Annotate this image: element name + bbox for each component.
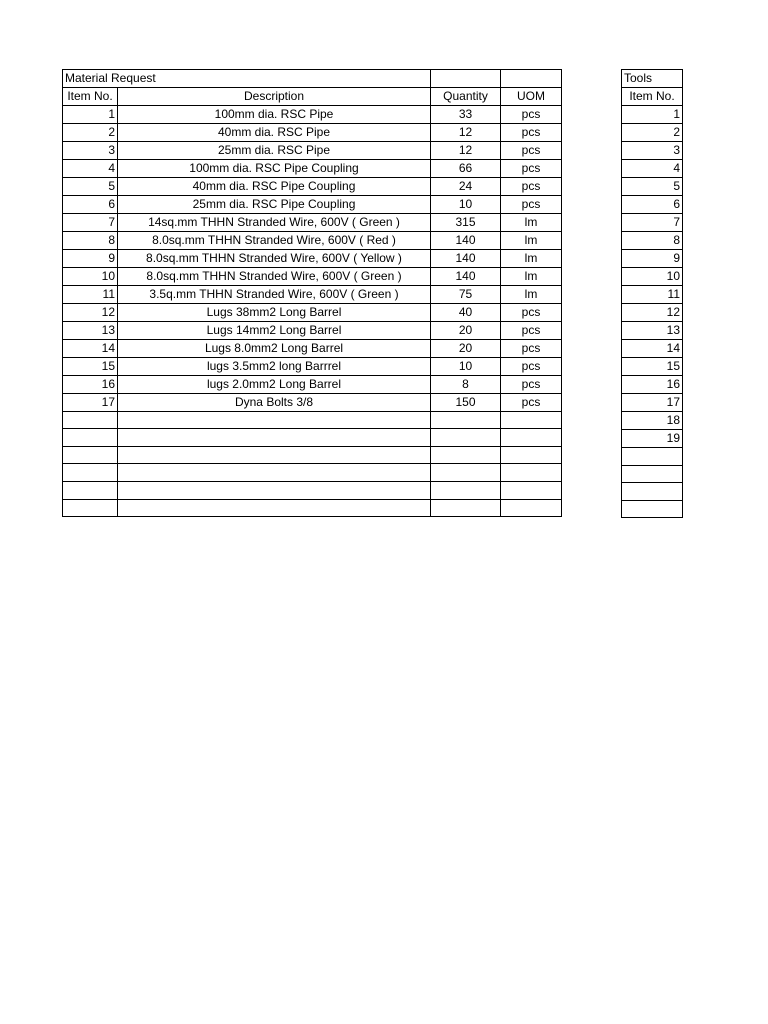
tools-row: [622, 430, 683, 448]
item-no-cell: 4: [63, 159, 118, 177]
description-cell: 8.0sq.mm THHN Stranded Wire, 600V ( Red ): [118, 231, 431, 249]
tools-row: [622, 448, 683, 466]
uom-cell: [501, 411, 562, 429]
quantity-cell: 140: [431, 231, 501, 249]
tools-row: [622, 268, 683, 286]
tools-title: Tools: [622, 70, 683, 88]
description-cell: 100mm dia. RSC Pipe Coupling: [118, 159, 431, 177]
tools-row: [622, 214, 683, 232]
uom-cell: pcs: [501, 303, 562, 321]
tools-row: [622, 232, 683, 250]
tools-row: [622, 376, 683, 394]
uom-cell: [501, 481, 562, 499]
description-cell: [118, 411, 431, 429]
description-cell: [118, 446, 431, 464]
description-cell: 25mm dia. RSC Pipe: [118, 141, 431, 159]
description-cell: lugs 3.5mm2 long Barrrel: [118, 357, 431, 375]
item-no-cell: 7: [63, 213, 118, 231]
tools-item-no-cell: 1: [622, 106, 683, 124]
table-row: [63, 123, 562, 141]
description-cell: 3.5q.mm THHN Stranded Wire, 600V ( Green ): [118, 285, 431, 303]
quantity-cell: 8: [431, 375, 501, 393]
tools-table: [621, 69, 683, 518]
tools-item-no-cell: 3: [622, 142, 683, 160]
header-quantity: Quantity: [431, 87, 501, 105]
header-row: [63, 87, 562, 105]
tools-item-no-cell: [622, 500, 683, 518]
quantity-cell: 140: [431, 249, 501, 267]
item-no-cell: [63, 411, 118, 429]
tools-row: [622, 178, 683, 196]
description-cell: 8.0sq.mm THHN Stranded Wire, 600V ( Green ): [118, 267, 431, 285]
tools-item-no-cell: 17: [622, 394, 683, 412]
tools-title-row: [622, 70, 683, 88]
tools-row: [622, 160, 683, 178]
quantity-cell: 66: [431, 159, 501, 177]
quantity-cell: 75: [431, 285, 501, 303]
item-no-cell: [63, 499, 118, 517]
uom-cell: lm: [501, 267, 562, 285]
description-cell: Lugs 14mm2 Long Barrel: [118, 321, 431, 339]
tools-item-no-cell: 9: [622, 250, 683, 268]
tools-header-item-no: Item No.: [622, 88, 683, 106]
description-cell: 8.0sq.mm THHN Stranded Wire, 600V ( Yellow ): [118, 249, 431, 267]
uom-cell: [501, 429, 562, 447]
quantity-cell: [431, 481, 501, 499]
quantity-cell: 24: [431, 177, 501, 195]
quantity-cell: 315: [431, 213, 501, 231]
description-cell: Lugs 8.0mm2 Long Barrel: [118, 339, 431, 357]
tools-item-no-cell: 18: [622, 412, 683, 430]
item-no-cell: 6: [63, 195, 118, 213]
item-no-cell: 14: [63, 339, 118, 357]
quantity-cell: 20: [431, 321, 501, 339]
uom-cell: pcs: [501, 195, 562, 213]
item-no-cell: [63, 429, 118, 447]
quantity-cell: [431, 499, 501, 517]
tools-item-no-cell: 4: [622, 160, 683, 178]
tools-item-no-cell: [622, 483, 683, 501]
tools-item-no-cell: 7: [622, 214, 683, 232]
table-row: [63, 231, 562, 249]
tools-row: [622, 483, 683, 501]
table-row: [63, 267, 562, 285]
table-row: [63, 249, 562, 267]
uom-cell: pcs: [501, 393, 562, 411]
uom-cell: pcs: [501, 321, 562, 339]
tools-row: [622, 106, 683, 124]
tools-item-no-cell: 6: [622, 196, 683, 214]
description-cell: [118, 464, 431, 482]
tools-row: [622, 340, 683, 358]
description-cell: [118, 429, 431, 447]
material-request-table: [62, 69, 562, 517]
header-description: Description: [118, 87, 431, 105]
tools-row: [622, 250, 683, 268]
table-row: [63, 393, 562, 411]
item-no-cell: 9: [63, 249, 118, 267]
uom-cell: pcs: [501, 141, 562, 159]
description-cell: 40mm dia. RSC Pipe Coupling: [118, 177, 431, 195]
tools-item-no-cell: [622, 465, 683, 483]
item-no-cell: 5: [63, 177, 118, 195]
tools-row: [622, 358, 683, 376]
table-row: [63, 321, 562, 339]
blank-cell: [431, 70, 501, 88]
table-row: [63, 303, 562, 321]
item-no-cell: [63, 464, 118, 482]
uom-cell: pcs: [501, 177, 562, 195]
uom-cell: [501, 464, 562, 482]
quantity-cell: 140: [431, 267, 501, 285]
table-row: [63, 105, 562, 123]
tools-item-no-cell: 14: [622, 340, 683, 358]
item-no-cell: [63, 446, 118, 464]
item-no-cell: 3: [63, 141, 118, 159]
tools-row: [622, 465, 683, 483]
quantity-cell: 40: [431, 303, 501, 321]
uom-cell: lm: [501, 285, 562, 303]
table-row: [63, 177, 562, 195]
quantity-cell: 12: [431, 141, 501, 159]
description-cell: Lugs 38mm2 Long Barrel: [118, 303, 431, 321]
tools-item-no-cell: 16: [622, 376, 683, 394]
description-cell: lugs 2.0mm2 Long Barrel: [118, 375, 431, 393]
description-cell: 40mm dia. RSC Pipe: [118, 123, 431, 141]
quantity-cell: [431, 446, 501, 464]
tools-row: [622, 394, 683, 412]
header-uom: UOM: [501, 87, 562, 105]
tools-item-no-cell: 8: [622, 232, 683, 250]
tools-item-no-cell: 10: [622, 268, 683, 286]
quantity-cell: [431, 464, 501, 482]
table-row: [63, 357, 562, 375]
description-cell: Dyna Bolts 3/8: [118, 393, 431, 411]
quantity-cell: 12: [431, 123, 501, 141]
table-row: [63, 141, 562, 159]
item-no-cell: 11: [63, 285, 118, 303]
uom-cell: lm: [501, 249, 562, 267]
uom-cell: pcs: [501, 339, 562, 357]
uom-cell: lm: [501, 231, 562, 249]
blank-cell: [501, 70, 562, 88]
tools-row: [622, 322, 683, 340]
tools-row: [622, 286, 683, 304]
tools-row: [622, 196, 683, 214]
quantity-cell: 10: [431, 195, 501, 213]
tools-item-no-cell: 13: [622, 322, 683, 340]
item-no-cell: 8: [63, 231, 118, 249]
uom-cell: lm: [501, 213, 562, 231]
tools-header-row: [622, 88, 683, 106]
table-row: [63, 446, 562, 464]
tools-row: [622, 142, 683, 160]
material-request-title: Material Request: [63, 70, 118, 88]
tools-item-no-cell: 11: [622, 286, 683, 304]
header-item-no: Item No.: [63, 87, 118, 105]
table-row: [63, 213, 562, 231]
uom-cell: pcs: [501, 123, 562, 141]
item-no-cell: 17: [63, 393, 118, 411]
table-row: [63, 481, 562, 499]
quantity-cell: 10: [431, 357, 501, 375]
quantity-cell: [431, 411, 501, 429]
item-no-cell: 12: [63, 303, 118, 321]
table-row: [63, 285, 562, 303]
table-row: [63, 195, 562, 213]
table-row: [63, 411, 562, 429]
tools-row: [622, 500, 683, 518]
tools-row: [622, 304, 683, 322]
item-no-cell: 16: [63, 375, 118, 393]
uom-cell: pcs: [501, 105, 562, 123]
description-cell: 25mm dia. RSC Pipe Coupling: [118, 195, 431, 213]
description-cell: [118, 499, 431, 517]
blank-cell: [118, 70, 431, 88]
uom-cell: pcs: [501, 357, 562, 375]
table-row: [63, 375, 562, 393]
table-row: [63, 499, 562, 517]
quantity-cell: 150: [431, 393, 501, 411]
tools-item-no-cell: 12: [622, 304, 683, 322]
tools-item-no-cell: 15: [622, 358, 683, 376]
description-cell: 100mm dia. RSC Pipe: [118, 105, 431, 123]
tools-item-no-cell: 2: [622, 124, 683, 142]
uom-cell: [501, 446, 562, 464]
quantity-cell: [431, 429, 501, 447]
tools-item-no-cell: 5: [622, 178, 683, 196]
table-row: [63, 429, 562, 447]
description-cell: [118, 481, 431, 499]
quantity-cell: 33: [431, 105, 501, 123]
item-no-cell: 1: [63, 105, 118, 123]
quantity-cell: 20: [431, 339, 501, 357]
tools-row: [622, 412, 683, 430]
table-row: [63, 464, 562, 482]
table-row: [63, 339, 562, 357]
item-no-cell: 2: [63, 123, 118, 141]
tools-item-no-cell: 19: [622, 430, 683, 448]
item-no-cell: 15: [63, 357, 118, 375]
title-row: [63, 70, 562, 88]
tools-row: [622, 124, 683, 142]
item-no-cell: 13: [63, 321, 118, 339]
tools-item-no-cell: [622, 448, 683, 466]
uom-cell: pcs: [501, 375, 562, 393]
uom-cell: pcs: [501, 159, 562, 177]
description-cell: 14sq.mm THHN Stranded Wire, 600V ( Green ): [118, 213, 431, 231]
item-no-cell: 10: [63, 267, 118, 285]
item-no-cell: [63, 481, 118, 499]
table-row: [63, 159, 562, 177]
uom-cell: [501, 499, 562, 517]
